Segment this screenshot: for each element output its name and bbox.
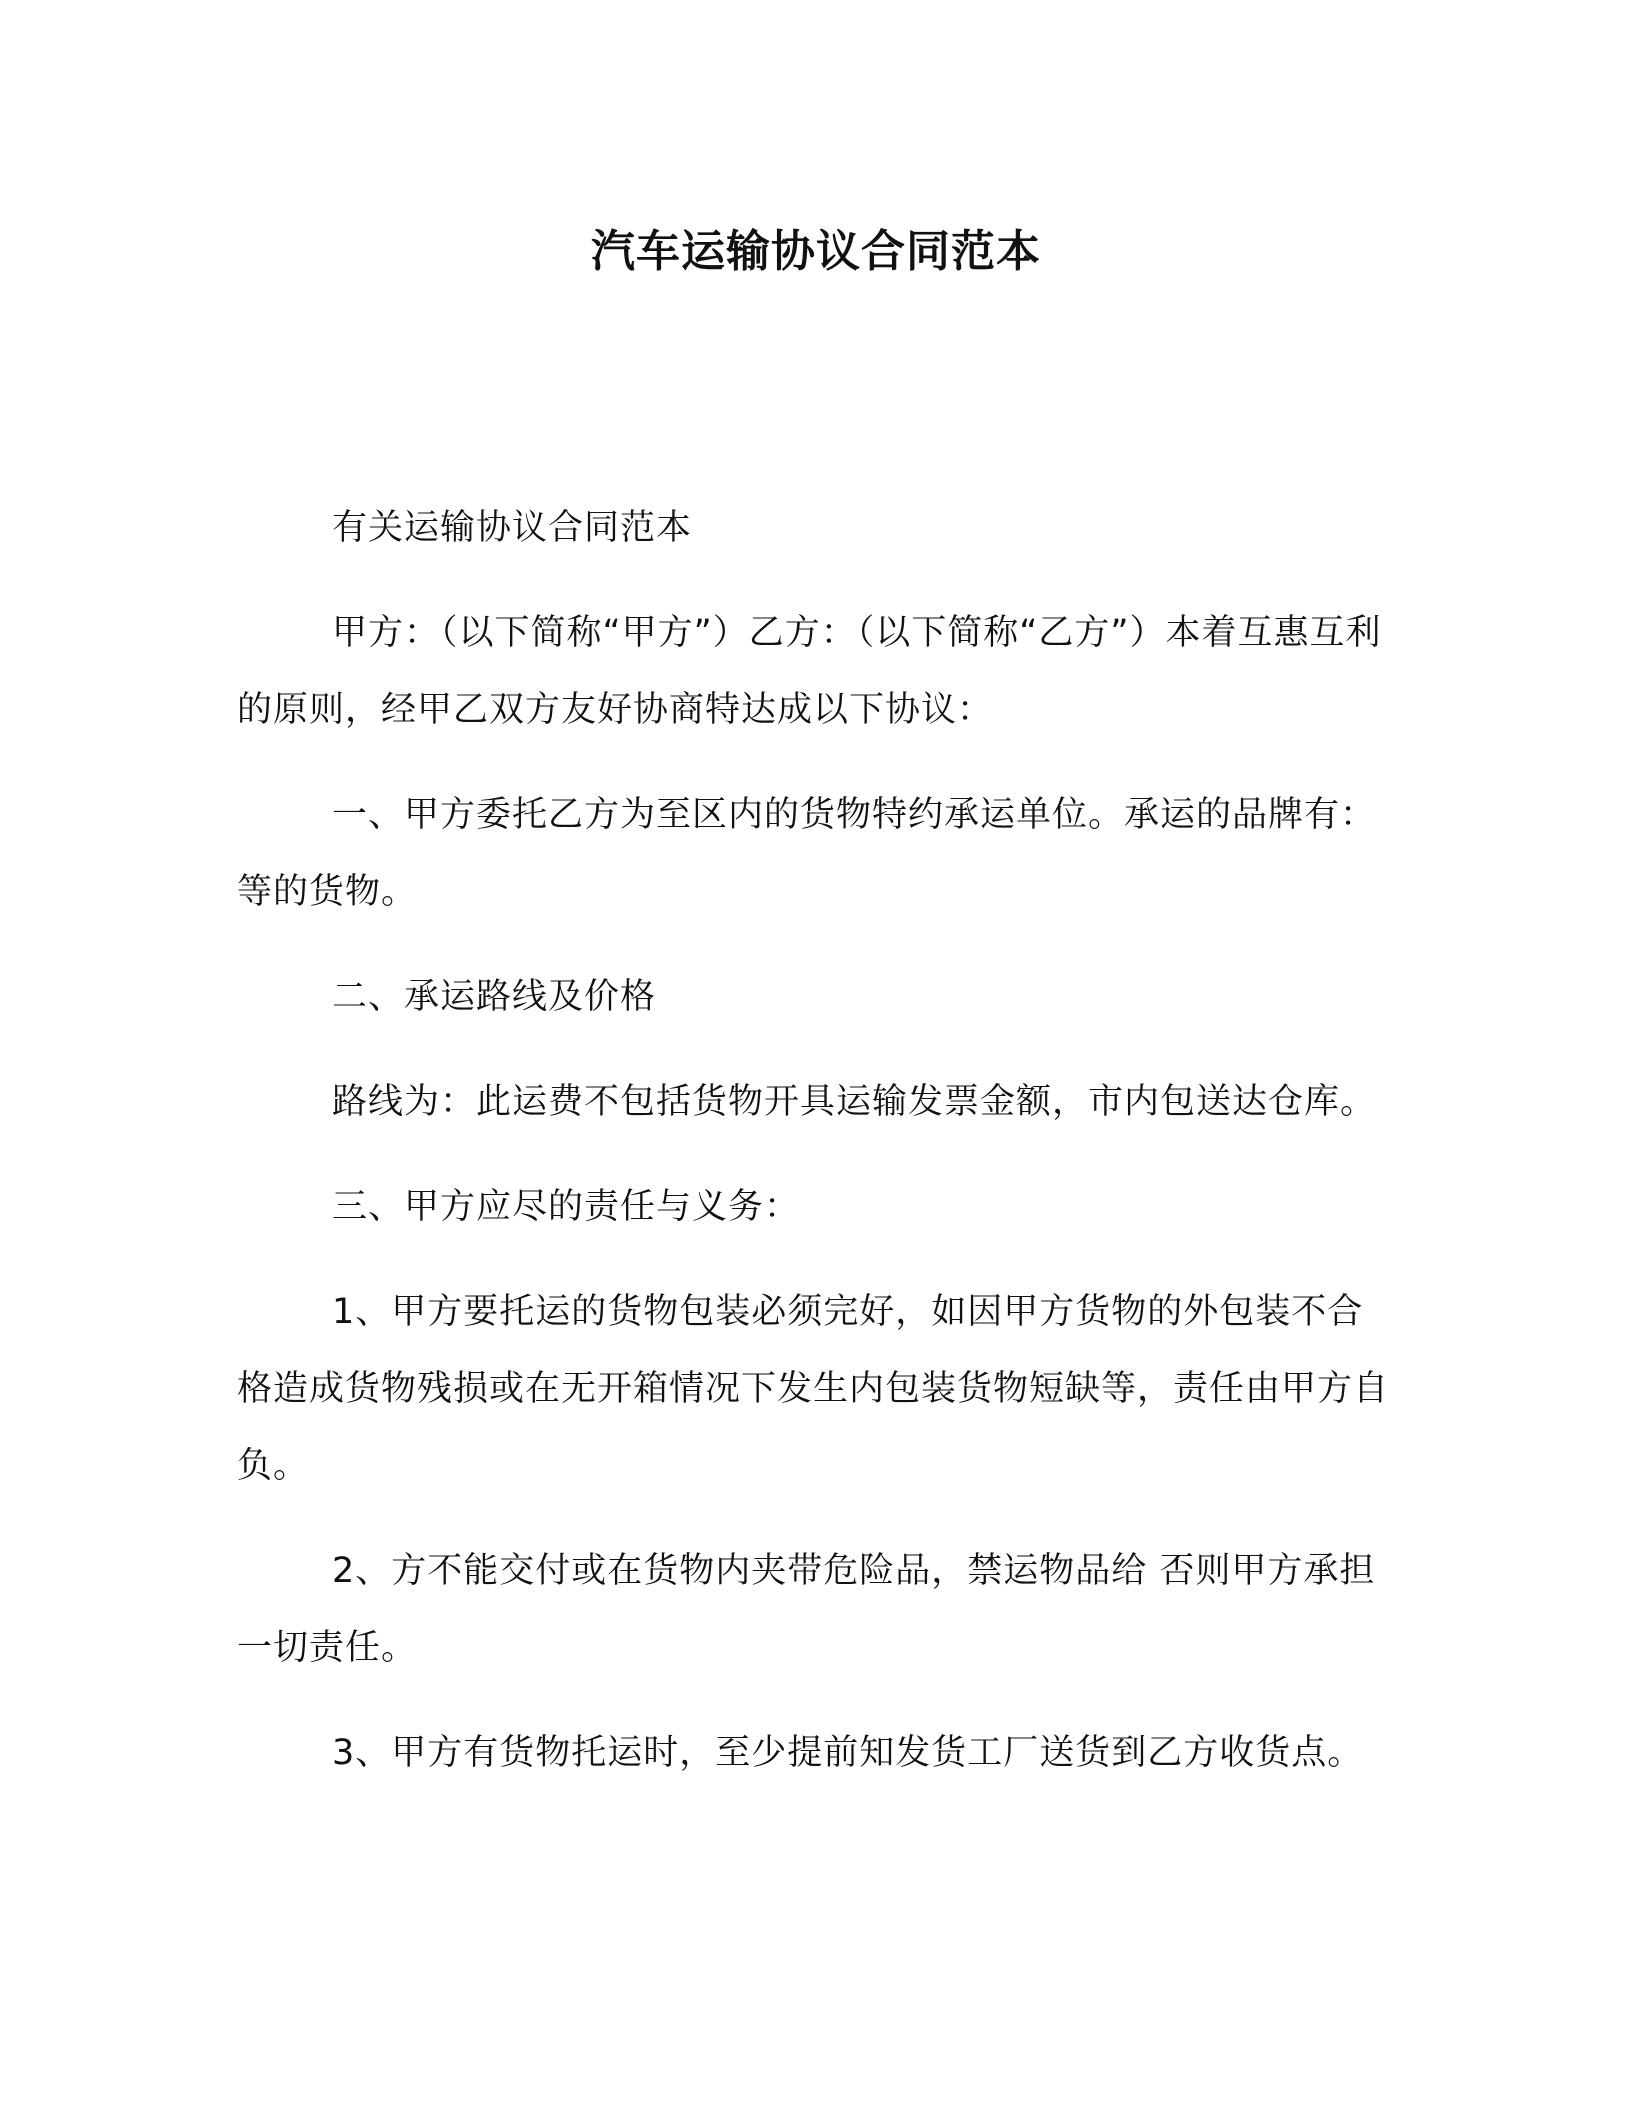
paragraph-heading: 有关运输协议合同范本 — [332, 508, 693, 548]
paragraph-item-1: 1、甲方要托运的货物包装必须完好，如因甲方货物的外包装不合格造成货物残损或在无开箱情况下发生内包装货物短缺等，责任由甲方自负。 — [237, 1292, 1390, 1486]
paragraph-item-2: 2、方不能交付或在货物内夹带危险品，禁运物品给 否则甲方承担一切责任。 — [237, 1551, 1376, 1668]
paragraph-clause-1: 一、甲方委托乙方为至区内的货物特约承运单位。承运的品牌有：等的货物。 — [237, 795, 1377, 912]
document-body — [237, 490, 1397, 1820]
paragraph-parties: 甲方：（以下简称“甲方”）乙方：（以下简称“乙方”）本着互惠互利的原则，经甲乙双方友好协商特达成以下协议： — [237, 613, 1382, 730]
paragraph-clause-3: 三、甲方应尽的责任与义务： — [332, 1187, 801, 1227]
document-title: 汽车运输协议合同范本 — [591, 226, 1041, 277]
paragraph-route: 路线为：此运费不包括货物开具运输发票金额，市内包送达仓库。 — [332, 1082, 1377, 1122]
paragraph-item-3: 3、甲方有货物托运时，至少提前知发货工厂送货到乙方收货点。 — [332, 1733, 1364, 1773]
paragraph-clause-2: 二、承运路线及价格 — [332, 977, 657, 1017]
